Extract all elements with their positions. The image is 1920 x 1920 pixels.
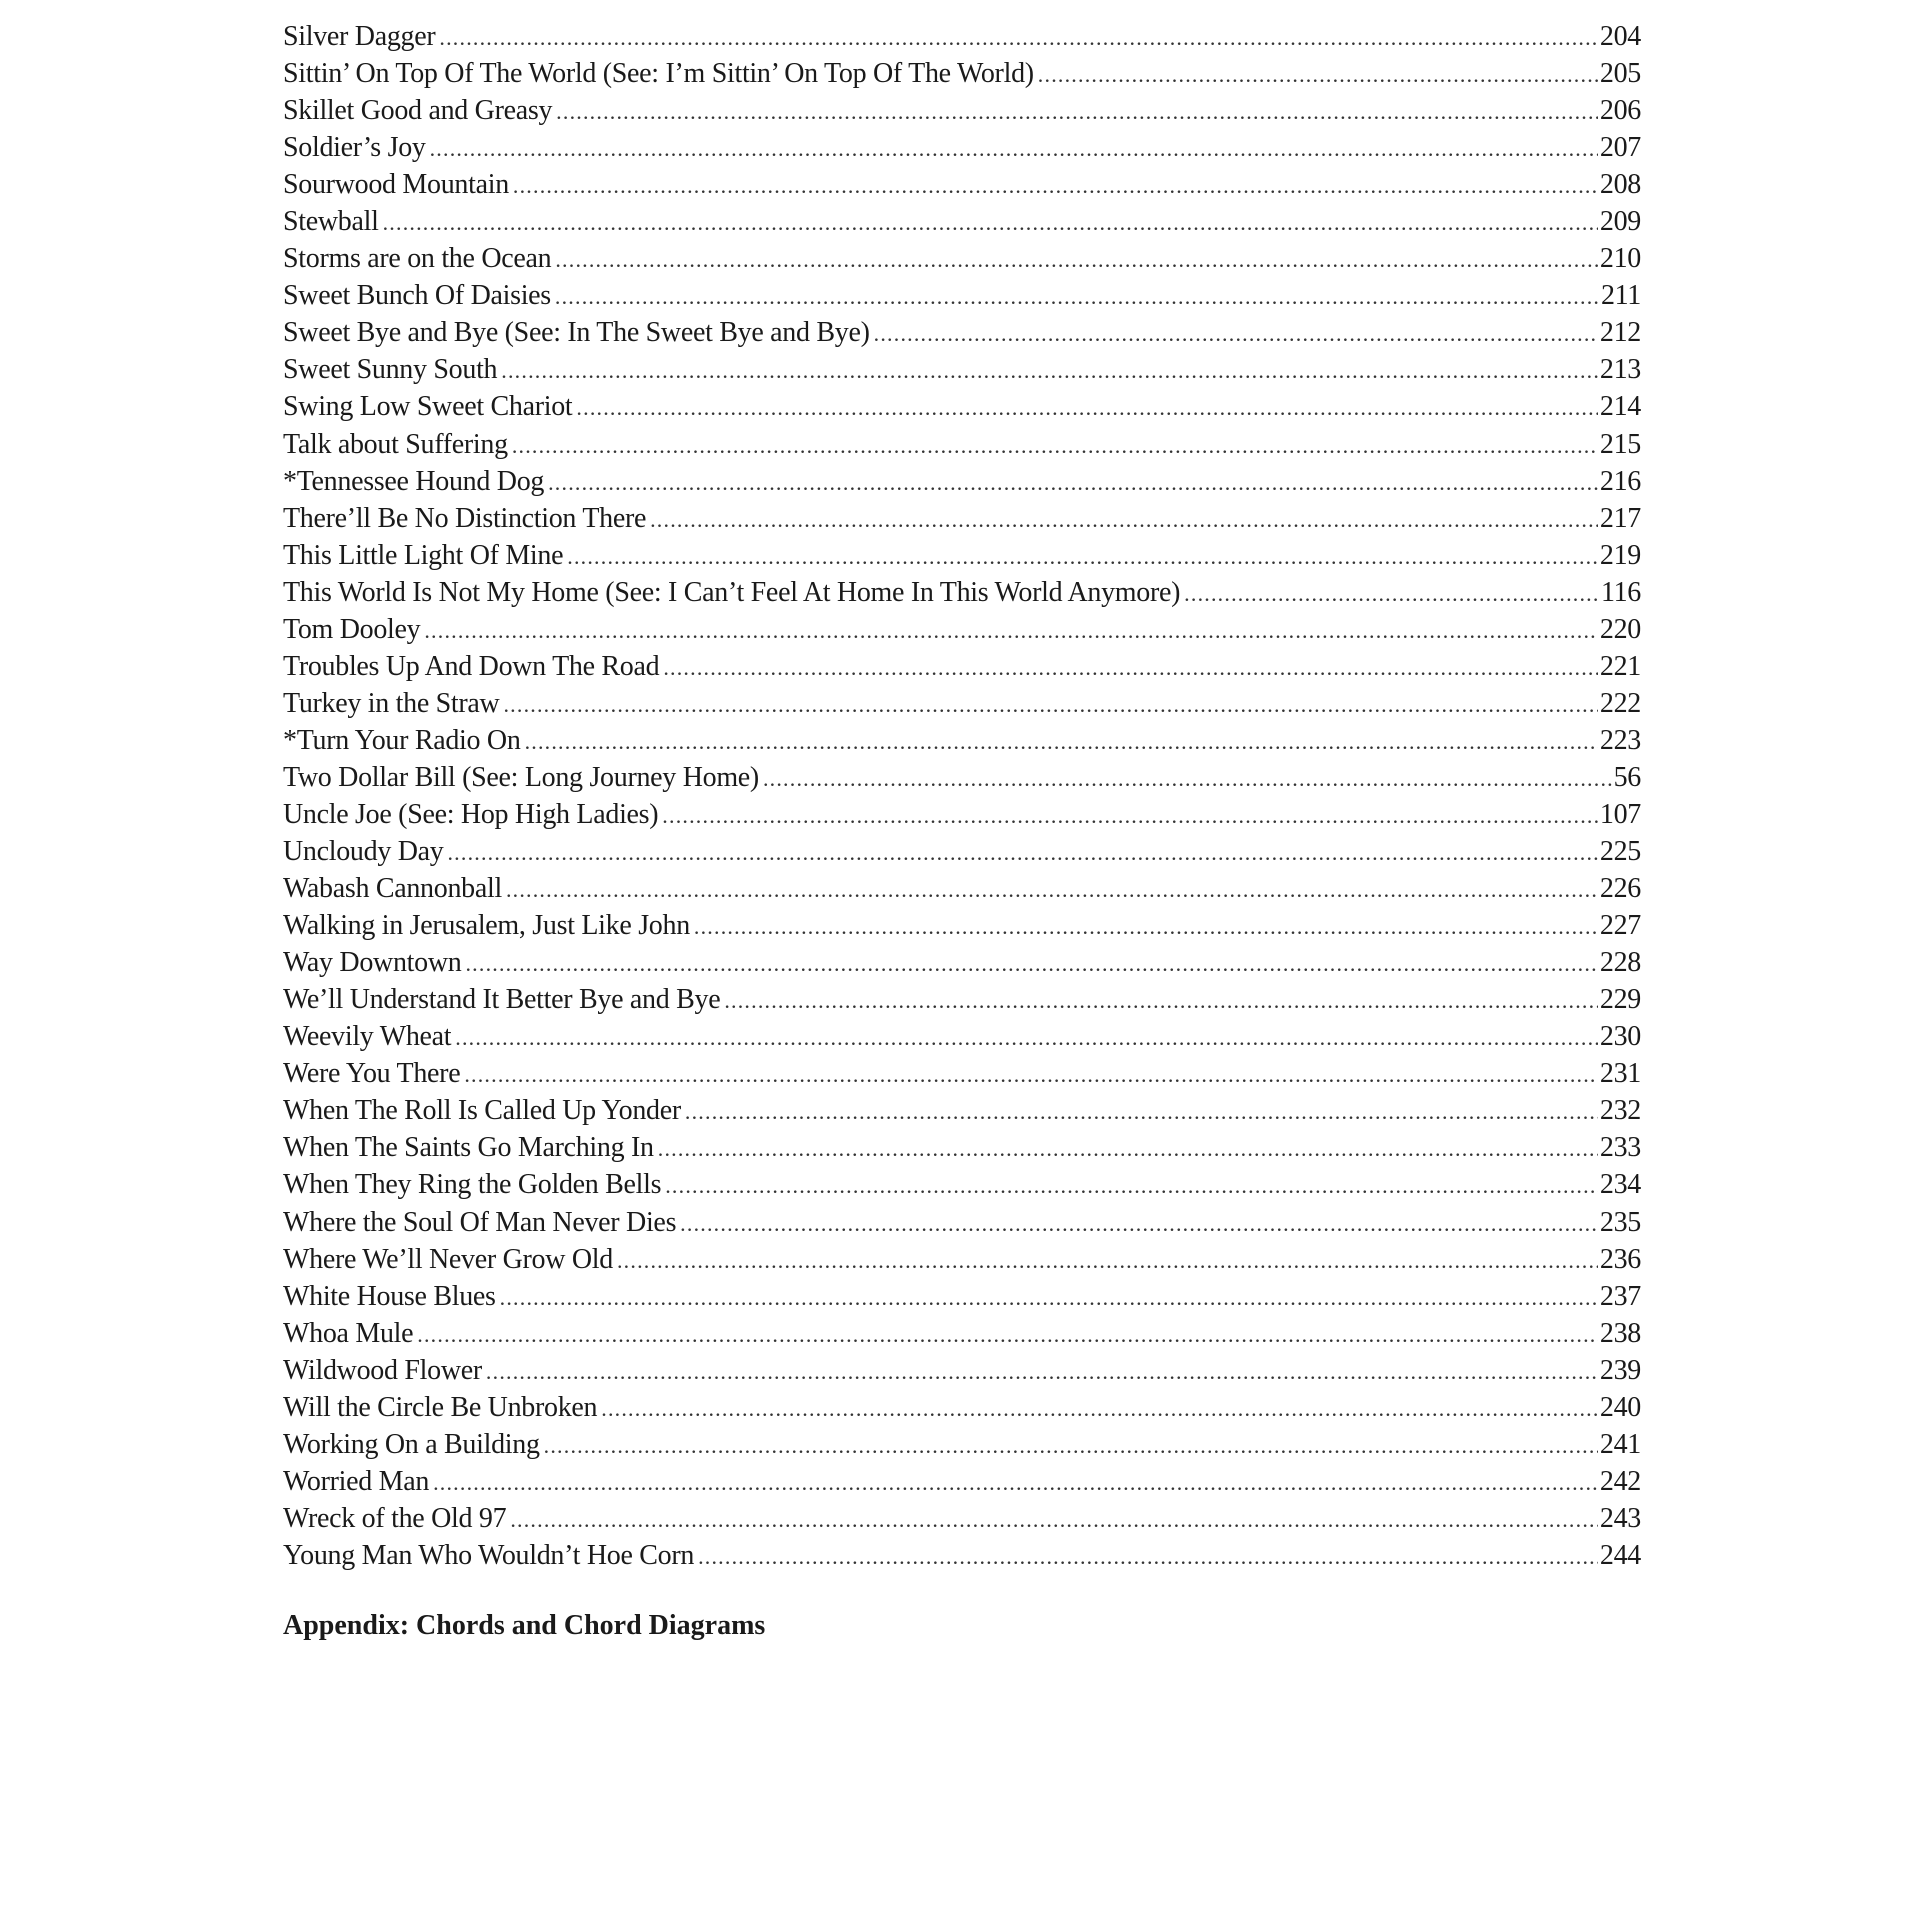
entry-page-number: 225 (1599, 836, 1641, 868)
entry-title: Turkey in the Straw (283, 687, 500, 719)
dot-leader (455, 1019, 1598, 1055)
toc-entry (283, 907, 1641, 944)
entry-title: Young Man Who Wouldn’t Hoe Corn (283, 1539, 695, 1571)
dot-leader (424, 612, 1598, 648)
entry-title: *Tennessee Hound Dog (283, 465, 545, 497)
toc-entry (283, 1092, 1641, 1129)
dot-leader (763, 760, 1612, 796)
entry-title: White House Blues (283, 1280, 496, 1312)
entry-page-number: 210 (1599, 243, 1641, 275)
dot-leader (694, 908, 1598, 944)
dot-leader (513, 167, 1598, 203)
dot-leader (1038, 56, 1598, 92)
entry-title: Storms are on the Ocean (283, 243, 552, 275)
dot-leader (650, 501, 1598, 537)
entry-title: Working On a Building (283, 1428, 540, 1460)
toc-entry (283, 500, 1641, 537)
dot-leader (658, 1130, 1598, 1166)
dot-leader (506, 871, 1598, 907)
toc-entry (283, 426, 1641, 463)
entry-page-number: 215 (1599, 428, 1641, 460)
toc-entry (283, 351, 1641, 388)
toc-entry (283, 129, 1641, 166)
dot-leader (433, 1464, 1598, 1500)
dot-leader (510, 1501, 1598, 1537)
entry-page-number: 239 (1599, 1354, 1641, 1386)
dot-leader (503, 686, 1597, 722)
entry-page-number: 227 (1599, 910, 1641, 942)
entry-title: Sweet Bunch Of Daisies (283, 280, 551, 312)
entry-title: *Turn Your Radio On (283, 724, 521, 756)
dot-leader (685, 1093, 1598, 1129)
dot-leader (465, 945, 1597, 981)
entry-title: Sourwood Mountain (283, 169, 509, 201)
entry-page-number: 213 (1599, 354, 1641, 386)
toc-entry (283, 722, 1641, 759)
entry-page-number: 208 (1599, 169, 1641, 201)
entry-page-number: 242 (1599, 1465, 1641, 1497)
dot-leader (447, 834, 1597, 870)
entry-page-number: 212 (1599, 317, 1641, 349)
entry-title: Talk about Suffering (283, 428, 508, 460)
toc-entry (283, 166, 1641, 203)
entry-title: Were You There (283, 1058, 461, 1090)
entry-title: When They Ring the Golden Bells (283, 1169, 662, 1201)
entry-page-number: 233 (1599, 1132, 1641, 1164)
entry-title: Sweet Bye and Bye (See: In The Sweet Bye and Bye) (283, 317, 870, 349)
entry-page-number: 231 (1599, 1058, 1641, 1090)
dot-leader (439, 19, 1598, 55)
entry-page-number: 220 (1599, 613, 1641, 645)
entry-title: Will the Circle Be Unbroken (283, 1391, 598, 1423)
entry-page-number: 204 (1599, 21, 1641, 52)
toc-entry (283, 1166, 1641, 1203)
toc-entry (283, 1278, 1641, 1315)
entry-title: Stewball (283, 206, 379, 238)
entry-title: When The Saints Go Marching In (283, 1132, 654, 1164)
dot-leader (1184, 575, 1599, 611)
toc-entry (283, 1315, 1641, 1352)
entry-page-number: 226 (1599, 873, 1641, 905)
toc-entry (283, 1537, 1641, 1574)
dot-leader (680, 1205, 1598, 1241)
dot-leader (500, 1279, 1598, 1315)
entry-title: Swing Low Sweet Chariot (283, 391, 573, 423)
entry-title: Worried Man (283, 1465, 430, 1497)
toc-entry (283, 1352, 1641, 1389)
toc-entry (283, 870, 1641, 907)
entry-title: Two Dollar Bill (See: Long Journey Home) (283, 761, 759, 793)
toc-entry (283, 833, 1641, 870)
toc-entry (283, 1463, 1641, 1500)
toc-entry (283, 1500, 1641, 1537)
dot-leader (417, 1316, 1598, 1352)
entry-page-number: 235 (1599, 1206, 1641, 1238)
dot-leader (544, 1427, 1598, 1463)
dot-leader (548, 464, 1598, 500)
entry-title: Sweet Sunny South (283, 354, 498, 386)
entry-page-number: 229 (1599, 984, 1641, 1016)
entry-page-number: 241 (1599, 1428, 1641, 1460)
entry-title: Uncle Joe (See: Hop High Ladies) (283, 798, 659, 830)
dot-leader (665, 1167, 1598, 1203)
dot-leader (525, 723, 1598, 759)
entry-page-number: 216 (1599, 465, 1641, 497)
toc-entry (283, 277, 1641, 314)
entry-page-number: 219 (1599, 539, 1641, 571)
toc-entry (283, 240, 1641, 277)
toc-entry (283, 92, 1641, 129)
entry-page-number: 221 (1599, 650, 1641, 682)
entry-page-number: 238 (1599, 1317, 1641, 1349)
entry-page-number: 205 (1599, 58, 1641, 90)
toc-entry (283, 1018, 1641, 1055)
entry-title: Wreck of the Old 97 (283, 1502, 507, 1534)
entry-title: Skillet Good and Greasy (283, 95, 553, 127)
entry-page-number: 214 (1599, 391, 1641, 423)
entry-page-number: 228 (1599, 947, 1641, 979)
entry-page-number: 223 (1599, 724, 1641, 756)
entry-title: When The Roll Is Called Up Yonder (283, 1095, 681, 1127)
entry-page-number: 244 (1599, 1539, 1641, 1571)
entry-title: Weevily Wheat (283, 1021, 452, 1053)
toc-entry (283, 18, 1641, 55)
toc-entry (283, 463, 1641, 500)
entry-title: Way Downtown (283, 947, 462, 979)
dot-leader (576, 389, 1597, 425)
entry-title: Wabash Cannonball (283, 873, 502, 905)
toc-entry (283, 685, 1641, 722)
entry-title: Whoa Mule (283, 1317, 414, 1349)
dot-leader (874, 315, 1598, 351)
entry-title: Wildwood Flower (283, 1354, 482, 1386)
table-of-contents (283, 18, 1641, 1574)
entry-title: Tom Dooley (283, 613, 421, 645)
dot-leader (567, 538, 1598, 574)
entry-page-number: 236 (1599, 1243, 1641, 1275)
entry-page-number: 207 (1599, 132, 1641, 164)
entry-title: This World Is Not My Home (See: I Can’t Feel At Home In This World Anymore) (283, 576, 1181, 608)
toc-entry (283, 537, 1641, 574)
toc-entry (283, 611, 1641, 648)
toc-entry (283, 759, 1641, 796)
toc-entry (283, 1055, 1641, 1092)
toc-entry (283, 1129, 1641, 1166)
entry-page-number: 230 (1599, 1021, 1641, 1053)
entry-page-number: 56 (1613, 761, 1641, 793)
entry-title: Silver Dagger (283, 21, 436, 52)
entry-page-number: 107 (1599, 798, 1641, 830)
entry-title: Sittin’ On Top Of The World (See: I’m Sittin’ On Top Of The World) (283, 58, 1034, 90)
dot-leader (617, 1242, 1598, 1278)
entry-title: Where the Soul Of Man Never Dies (283, 1206, 677, 1238)
dot-leader (698, 1538, 1598, 1574)
entry-page-number: 234 (1599, 1169, 1641, 1201)
toc-entry (283, 1426, 1641, 1463)
entry-title: Where We’ll Never Grow Old (283, 1243, 613, 1275)
dot-leader (555, 241, 1598, 277)
entry-page-number: 211 (1600, 280, 1641, 312)
entry-title: This Little Light Of Mine (283, 539, 564, 571)
toc-entry (283, 574, 1641, 611)
entry-title: We’ll Understand It Better Bye and Bye (283, 984, 721, 1016)
entry-title: There’ll Be No Distinction There (283, 502, 647, 534)
entry-page-number: 217 (1599, 502, 1641, 534)
entry-page-number: 206 (1599, 95, 1641, 127)
dot-leader (663, 649, 1598, 685)
entry-page-number: 222 (1599, 687, 1641, 719)
dot-leader (383, 204, 1598, 240)
entry-page-number: 240 (1599, 1391, 1641, 1423)
entry-page-number: 209 (1599, 206, 1641, 238)
dot-leader (464, 1056, 1598, 1092)
dot-leader (486, 1353, 1598, 1389)
dot-leader (501, 352, 1598, 388)
toc-entry (283, 1389, 1641, 1426)
toc-entry (283, 981, 1641, 1018)
toc-entry (283, 388, 1641, 425)
dot-leader (512, 427, 1598, 463)
entry-title: Troubles Up And Down The Road (283, 650, 660, 682)
entry-title: Walking in Jerusalem, Just Like John (283, 910, 690, 942)
dot-leader (601, 1390, 1598, 1426)
toc-entry (283, 1241, 1641, 1278)
toc-entry (283, 203, 1641, 240)
toc-entry (283, 648, 1641, 685)
dot-leader (662, 797, 1598, 833)
toc-entry (283, 55, 1641, 92)
entry-page-number: 237 (1599, 1280, 1641, 1312)
entry-title: Uncloudy Day (283, 836, 444, 868)
toc-entry (283, 796, 1641, 833)
dot-leader (724, 982, 1598, 1018)
dot-leader (556, 93, 1598, 129)
dot-leader (430, 130, 1598, 166)
entry-title: Soldier’s Joy (283, 132, 426, 164)
entry-page-number: 232 (1599, 1095, 1641, 1127)
toc-entry (283, 314, 1641, 351)
toc-entry (283, 1204, 1641, 1241)
entry-page-number: 243 (1599, 1502, 1641, 1534)
dot-leader (555, 278, 1599, 314)
entry-page-number: 116 (1600, 576, 1641, 608)
appendix-heading: Appendix: Chords and Chord Diagrams (283, 1610, 766, 1641)
toc-entry (283, 944, 1641, 981)
